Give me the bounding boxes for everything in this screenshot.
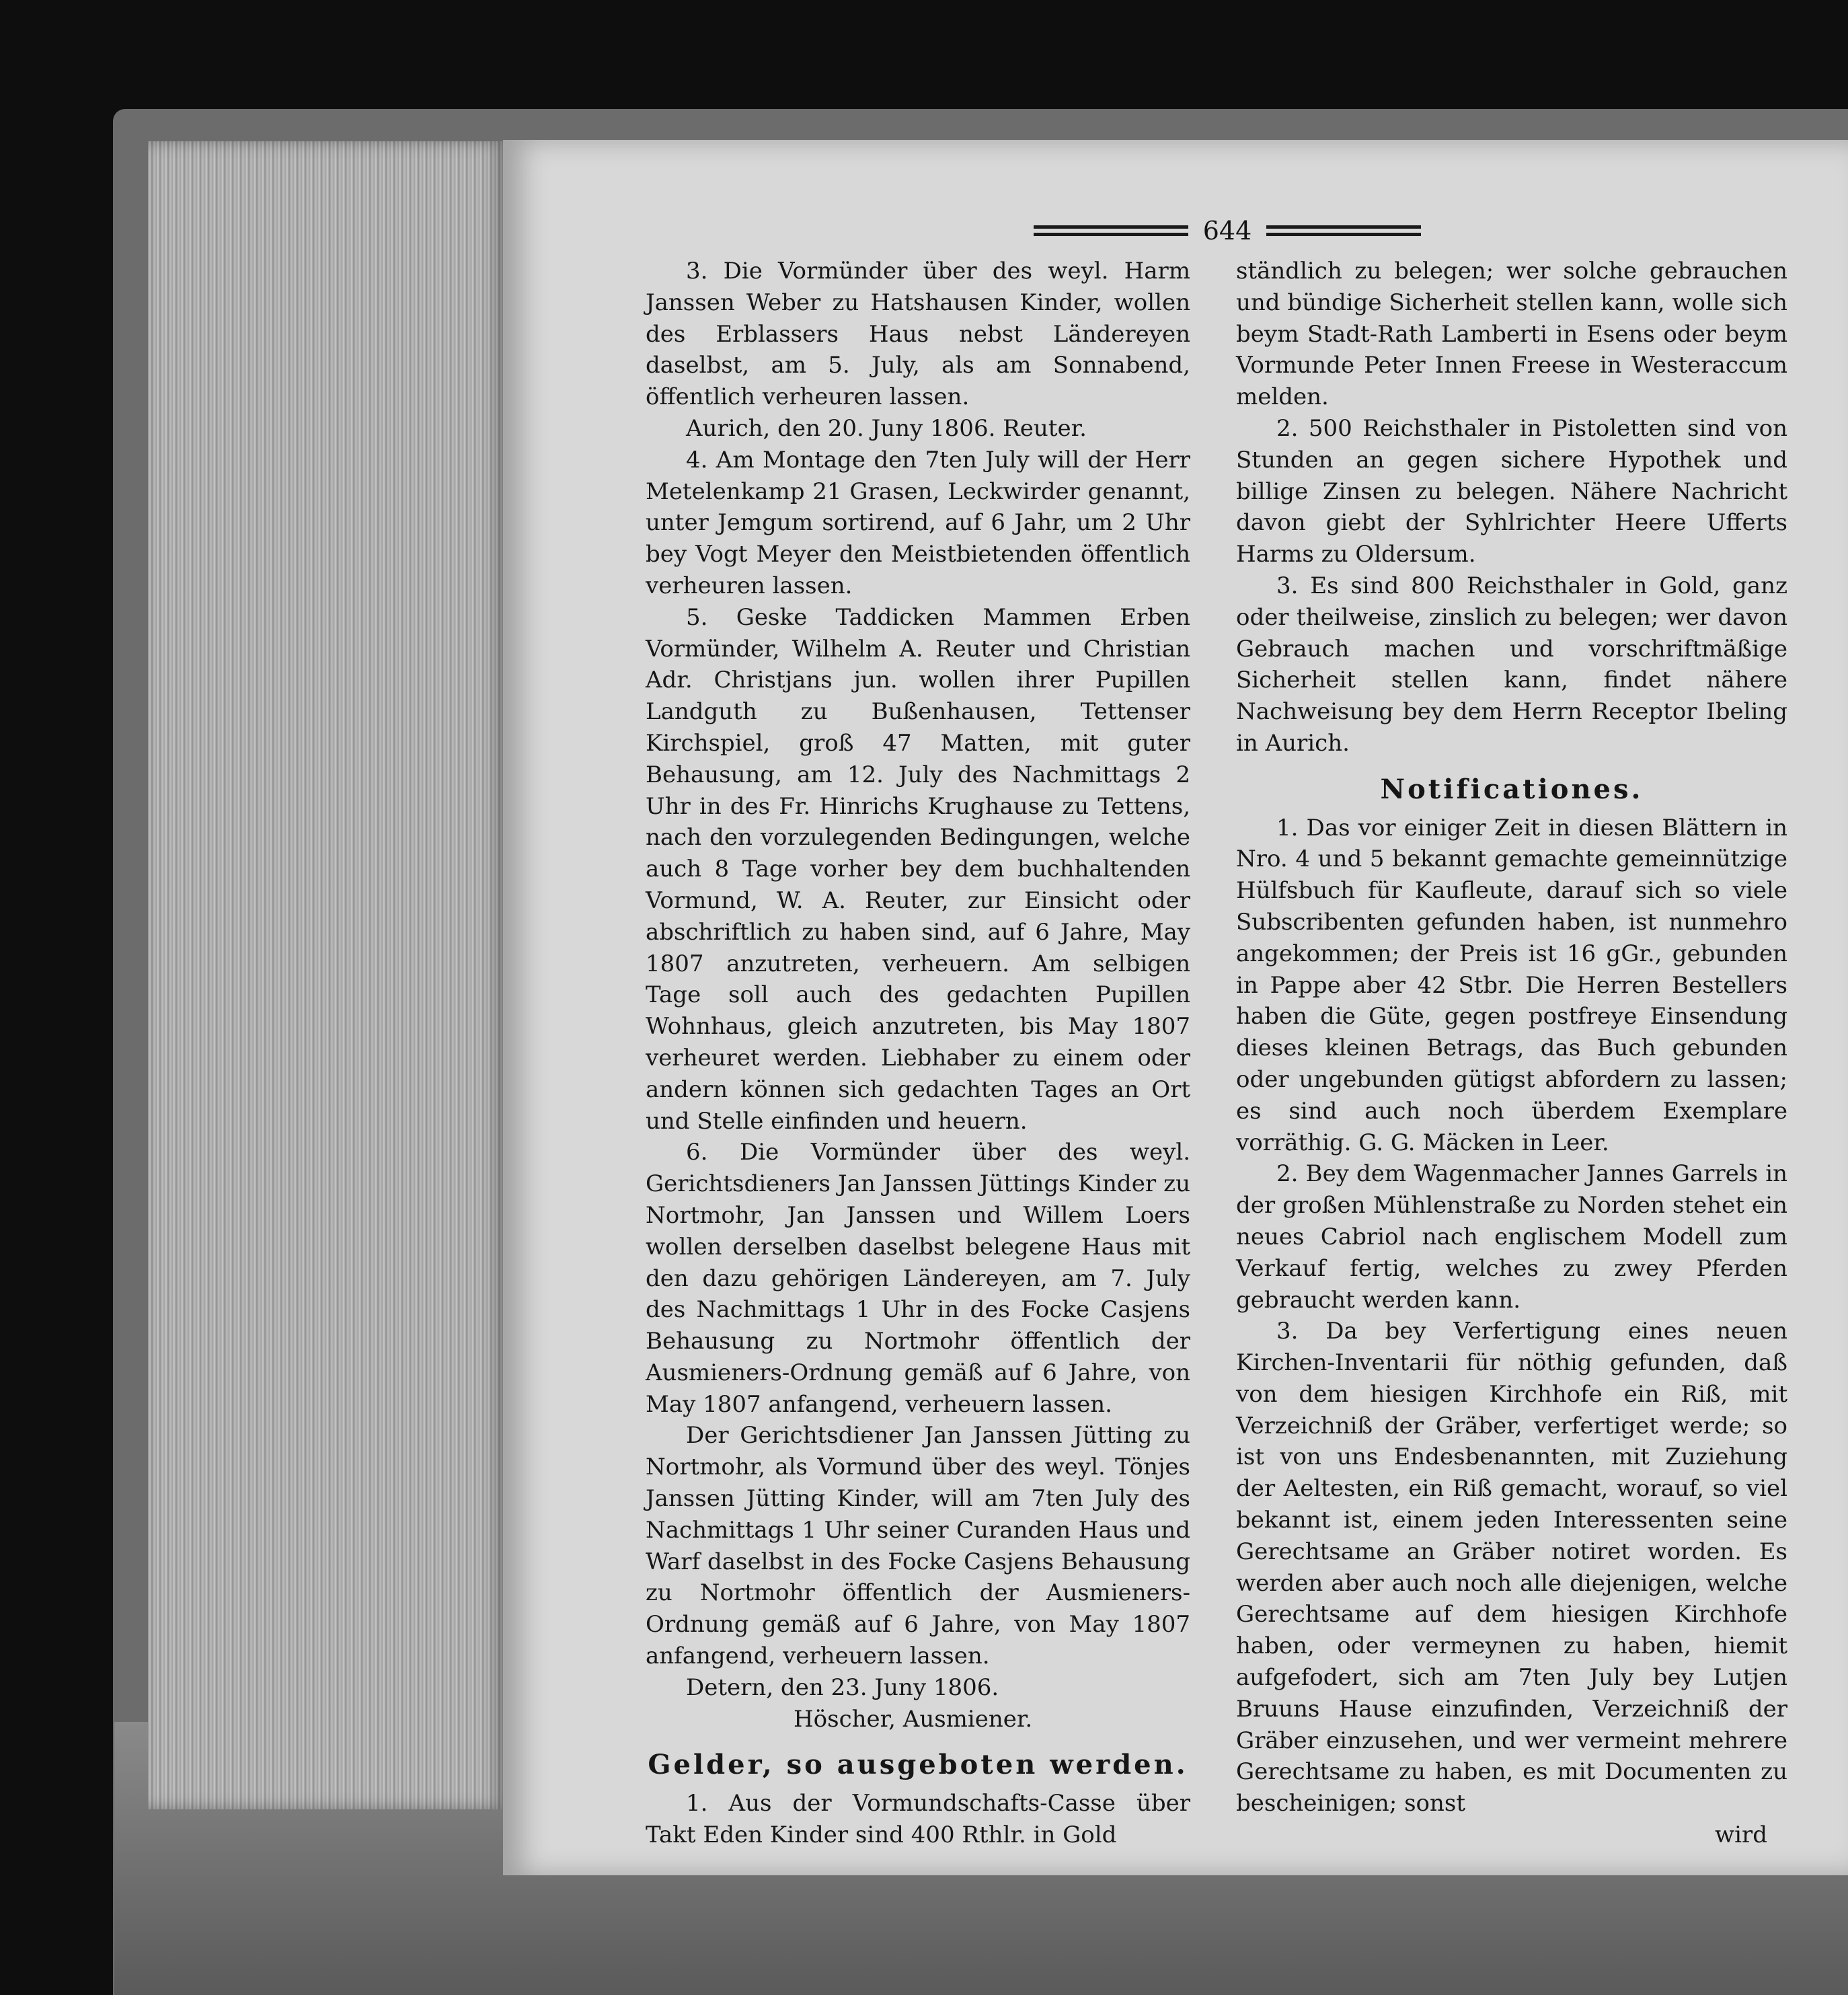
paragraph: Detern, den 23. Juny 1806. (686, 1673, 999, 1701)
page-edges (148, 141, 504, 1809)
left-column (646, 256, 1190, 1851)
section-heading: Gelder, so ausgeboten werden. (648, 1749, 1188, 1781)
paragraph: 1. Aus der Vormundschafts-Casse über Takt Eden Kinder sind 400 Rthlr. in Gold (646, 1790, 1190, 1849)
paragraph: 3. Da bey Verfertigung eines neuen Kirchen-Inventarii für nöthig gefunden, daß von dem hiesigen Kirchhofe ein Riß, mit Verzeichniß der Gräber, verfertiget werde; so ist von uns Endesbenannten, mit Zuziehung der Aeltesten, ein Riß gemacht, worauf, so viel bekannt ist, einem jeden Interessenten seine Gerechtsame an Gräber notiret worden. Es werden aber auch noch alle diejenigen, welche Gerechtsame auf dem hiesigen Kirchhofe haben, oder vermeynen zu haben, hiemit aufgefodert, sich am 7ten July bey Lutjen Bruuns Hause einzufinden, Verzeichniß der Gräber einzusehen, und wer vermeint mehrere Gerechtsame zu haben, es mit Documenten zu bescheinigen; sonst (1236, 1318, 1787, 1817)
header-rule-left (1034, 225, 1188, 236)
paragraph: 2. 500 Reichsthaler in Pistoletten sind von Stunden an gegen sichere Hypothek und billige Zinsen zu belegen. Nähere Nachricht davon giebt der Syhlrichter Heere Ufferts Harms zu Oldersum. (1236, 414, 1787, 568)
paragraph: 6. Die Vormünder über des weyl. Gerichtsdieners Jan Janssen Jüttings Kinder zu Nortmohr, Jan Janssen und Willem Loers wollen derselben daselbst belegene Haus mit den dazu gehörigen Ländereyen, am 7. July des Nachmittags 1 Uhr in des Focke Casjens Behausung zu Nortmohr öffentlich der Ausmieners-Ordnung gemäß auf 6 Jahre, von May 1807 anfangend, verheuern lassen. (646, 1139, 1190, 1418)
paragraph: 2. Bey dem Wagenmacher Jannes Garrels in der großen Mühlenstraße zu Norden stehet ein neues Cabriol nach englischem Modell zum Verkauf fertig, welches zu zwey Pferden gebraucht werden kann. (1236, 1160, 1787, 1314)
paragraph: 5. Geske Taddicken Mammen Erben Vormünder, Wilhelm A. Reuter und Christian Adr. Christjans jun. wollen ihrer Pupillen Landguth zu Bußenhausen, Tettenser Kirchspiel, groß 47 Matten, mit guter Behausung, am 12. July des Nachmittags 2 Uhr in des Fr. Hinrichs Krughause zu Tettens, nach den vorzulegenden Bedingungen, welche auch 8 Tage vorher bey dem buchhaltenden Vormund, W. A. Reuter, zur Einsicht oder abschriftlich zu haben sind, auf 6 Jahre, May 1807 anzutreten, verheuern. Am selbigen Tage soll auch des gedachten Pupillen Wohnhaus, gleich anzutreten, bis May 1807 verheuret werden. Liebhaber zu einem oder andern können sich gedachten Tages an Ort und Stelle einfinden und heuern. (646, 603, 1190, 1135)
paragraph: Höscher, Ausmiener. (794, 1705, 1033, 1733)
page-header (1012, 214, 1442, 248)
paragraph: Der Gerichtsdiener Jan Janssen Jütting zu Nortmohr, als Vormund über des weyl. Tönjes Janssen Jütting Kinder, will am 7ten July des Nachmittags 1 Uhr seiner Curanden Haus und Warf daselbst in des Focke Casjens Behausung zu Nortmohr öffentlich der Ausmieners-Ordnung gemäß auf 6 Jahre, von May 1807 anfangend, verheuern lassen. (646, 1422, 1190, 1670)
paragraph: 3. Es sind 800 Reichsthaler in Gold, ganz oder theilweise, zinslich zu belegen; wer davon Gebrauch machen und vorschriftmäßige Sicherheit stellen kann, findet nähere Nachweisung bey dem Herrn Receptor Ibeling in Aurich. (1236, 572, 1787, 757)
paragraph: 3. Die Vormünder über des weyl. Harm Janssen Weber zu Hatshausen Kinder, wollen des Erblassers Haus nebst Ländereyen daselbst, am 5. July, als am Sonnabend, öffentlich verheuren lassen. (646, 258, 1190, 411)
paragraph: ständlich zu belegen; wer solche gebrauchen und bündige Sicherheit stellen kann, wolle sich beym Stadt-Rath Lamberti in Esens oder beym Vormunde Peter Innen Freese in Westeraccum melden. (1236, 258, 1787, 411)
paragraph: wird (1715, 1821, 1767, 1849)
right-column (1236, 256, 1787, 1851)
header-rule-right (1266, 225, 1421, 236)
page-number: 644 (1202, 216, 1252, 246)
paragraph: 1. Das vor einiger Zeit in diesen Blättern in Nro. 4 und 5 bekannt gemachte gemeinnützige Hülfsbuch für Kaufleute, darauf sich so viele Subscribenten gefunden haben, ist nunmehro angekommen; der Preis ist 16 gGr., gebunden in Pappe aber 42 Stbr. Die Herren Bestellers haben die Güte, gegen postfreye Einsendung dieses kleinen Betrags, das Buch gebunden oder ungebunden gütigst abfordern zu lassen; es sind auch noch überdem Exemplare vorräthig. G. G. Mäcken in Leer. (1236, 814, 1787, 1156)
paragraph: Aurich, den 20. Juny 1806. Reuter. (686, 414, 1087, 442)
section-heading: Notificationes. (1380, 773, 1644, 805)
paragraph: 4. Am Montage den 7ten July will der Herr Metelenkamp 21 Grasen, Leckwirder genannt, unter Jemgum sortirend, auf 6 Jahr, um 2 Uhr bey Vogt Meyer den Meistbietenden öffentlich verheuren lassen. (646, 446, 1190, 599)
